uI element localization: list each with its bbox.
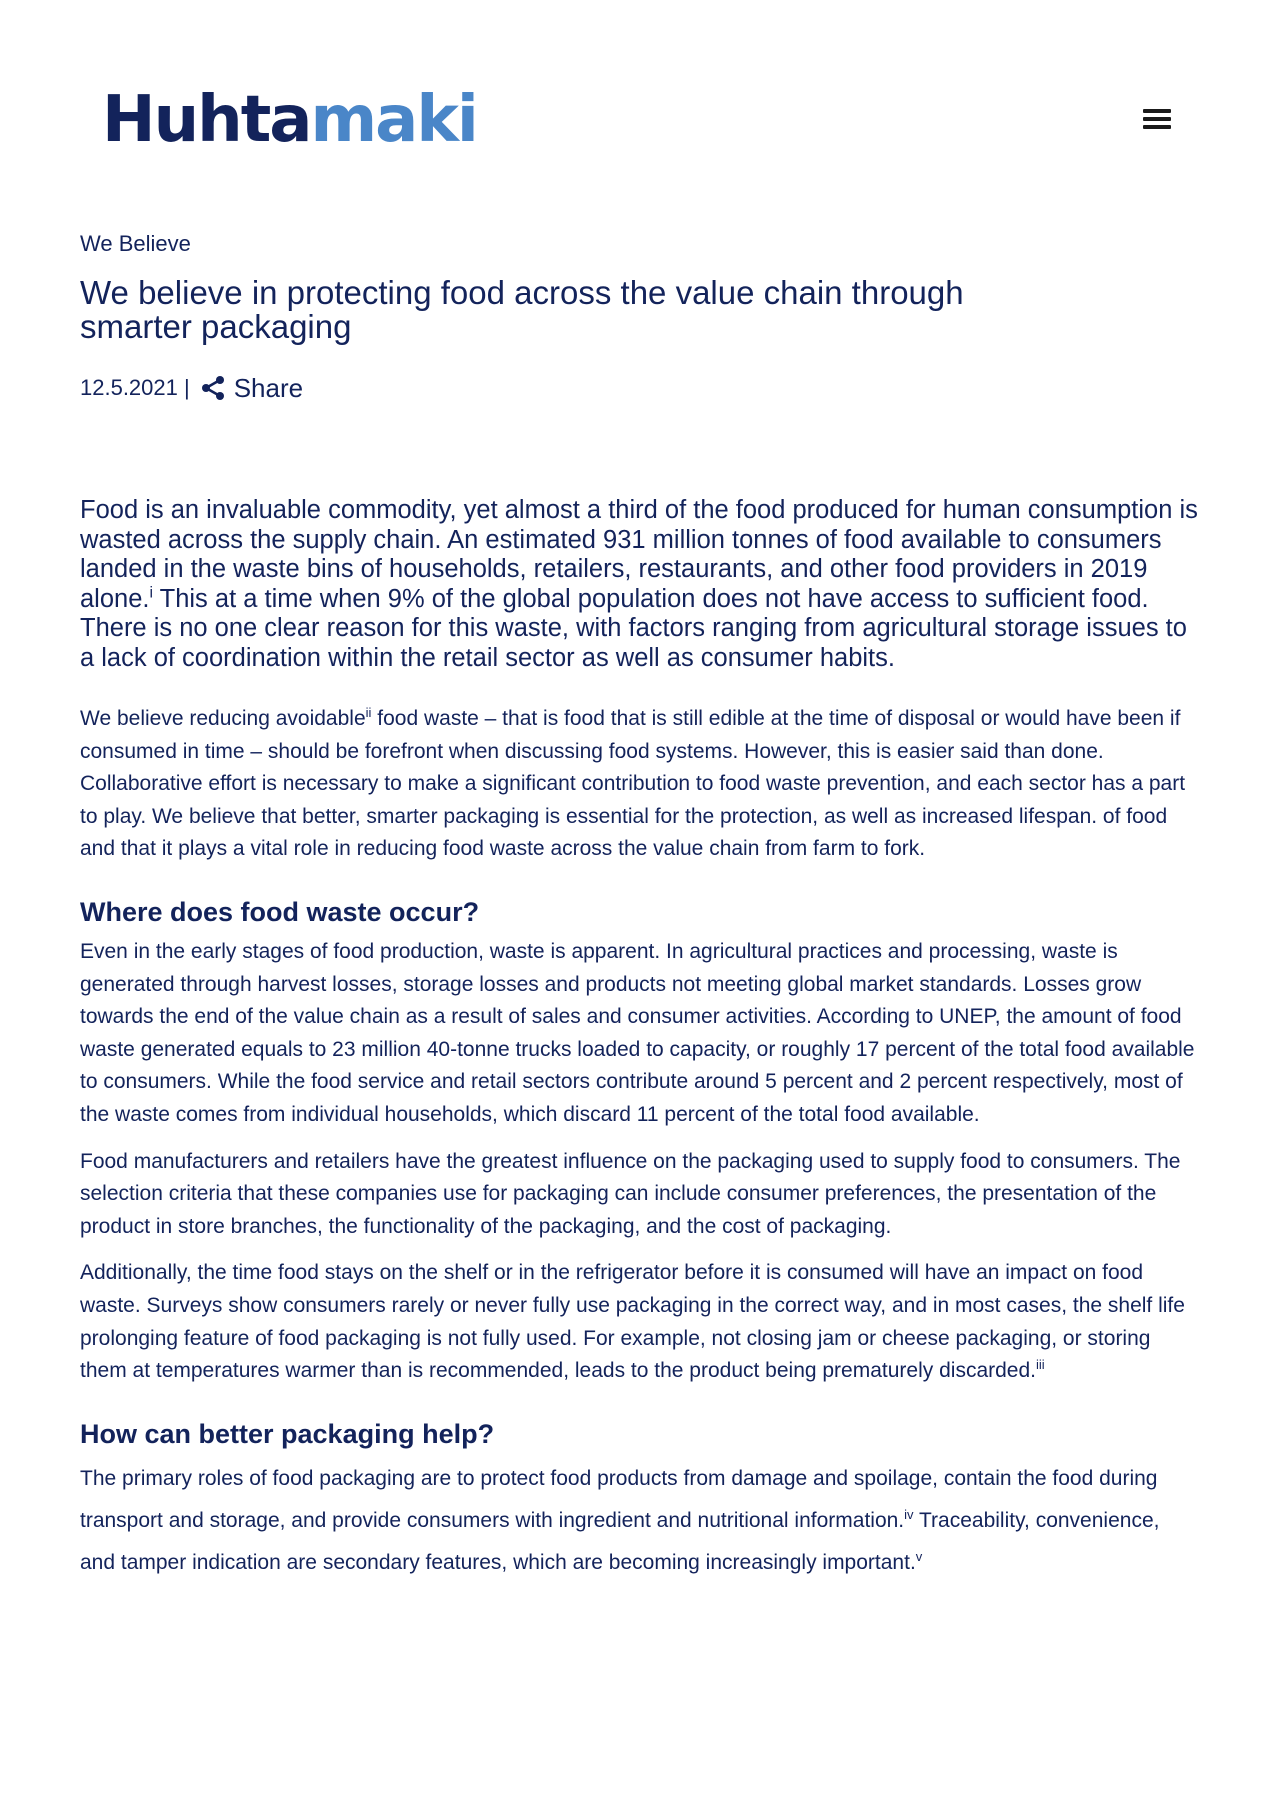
share-label: Share <box>233 373 304 403</box>
lead-paragraph <box>80 496 1200 673</box>
article-category: We Believe <box>80 231 191 256</box>
section1-paragraph-1: Even in the early stages of food production, waste is apparent. In agricultural practices and processing, waste is generated through harvest losses, storage losses and products not meeting global market standards. Losses grow towards the end of the value chain as a result of sales and consumer activities. According to UNEP, the amount of food waste generated equals to 23 million 40-tonne trucks loaded to capacity, or roughly 17 percent of the total food available to consumers. While the food service and retail sectors contribute around 5 percent and 2 percent respectively, most of the waste comes from individual households, which discard 11 percent of the total food available. <box>80 939 1195 1126</box>
section-heading-better-packaging: How can better packaging help? <box>80 1418 495 1449</box>
footnote-ref-iv[interactable]: iv <box>904 1506 914 1522</box>
footnote-ref-v[interactable]: v <box>915 1548 923 1564</box>
site-header <box>0 0 1273 200</box>
section1-paragraph-2: Food manufacturers and retailers have the greatest influence on the packaging used to supply food to consumers. The selection criteria that these companies use for packaging can include consumer preferences, the presentation of the product in store branches, the functionality of the packaging, and the cost of packaging. <box>80 1149 1181 1238</box>
lead-text-2: This at a time when 9% of the global population does not have access to sufficient food. There is no one clear reason for this waste, with factors ranging from agricultural storage issues to a lack of coordination within the retail sector as well as consumer habits. <box>80 584 1187 672</box>
lead-text-1: Food is an invaluable commodity, yet almost a third of the food produced for human consumption is wasted across the supply chain. An estimated 931 million tonnes of food available to consumers landed in the waste bins of households, retailers, restaurants, and other food providers in 2019 alone. <box>80 496 1198 613</box>
hamburger-menu-icon[interactable] <box>1140 104 1174 134</box>
section2-text-1: The primary roles of food packaging are to protect food products from damage and spoilage, contain the food during transport and storage, and provide consumers with ingredient and nutritional information. <box>80 1466 1158 1532</box>
huhtamaki-logo[interactable] <box>102 82 477 158</box>
article-title: We believe in protecting food across the value chain through smarter packaging <box>80 274 964 345</box>
share-icon <box>200 375 226 401</box>
section2-paragraph-1 <box>80 1458 1200 1584</box>
footnote-ref-i[interactable]: i <box>149 584 153 601</box>
article-meta <box>80 370 1200 406</box>
menu-bar-top <box>1143 109 1171 113</box>
intro-text-1: We believe reducing avoidable <box>80 707 366 730</box>
menu-bar-middle <box>1143 117 1171 121</box>
section-heading-food-waste: Where does food waste occur? <box>80 896 480 927</box>
footnote-ref-ii[interactable]: ii <box>365 705 372 720</box>
footnote-ref-iii[interactable]: iii <box>1035 1357 1045 1373</box>
menu-bar-bottom <box>1143 125 1171 129</box>
intro-text-2: food waste – that is food that is still edible at the time of disposal or would have been if consumed in time – should be forefront when discussing food systems. However, this is easier said than done. Collaborative effort is necessary to make a significant contribution to food waste prevention, and each sector has a part to play. We believe that better, smarter packaging is essential for the protection, as well as increased lifespan. of food and that it plays a vital role in reducing food waste across the value chain from farm to fork. <box>80 707 1186 861</box>
section2-text-2: Traceability, convenience, and tamper indication are secondary features, which are becoming increasingly important. <box>80 1508 1160 1574</box>
logo-part-light: maki <box>310 83 477 157</box>
logo-part-dark: Huhta <box>102 83 311 157</box>
share-button[interactable] <box>200 370 303 406</box>
section1-paragraph-3 <box>80 1257 1200 1387</box>
section1-paragraph-3-text: Additionally, the time food stays on the shelf or in the refrigerator before it is consumed will have an impact on food waste. Surveys show consumers rarely or never fully use packaging in the correct way, and in most cases, the shelf life prolonging feature of food packaging is not fully used. For example, not closing jam or cheese packaging, or storing them at temperatures warmer than is recommended, leads to the product being prematurely discarded. <box>80 1261 1185 1383</box>
article-date: 12.5.2021 | <box>80 375 190 400</box>
article <box>80 226 1200 1584</box>
intro-paragraph <box>80 703 1200 866</box>
